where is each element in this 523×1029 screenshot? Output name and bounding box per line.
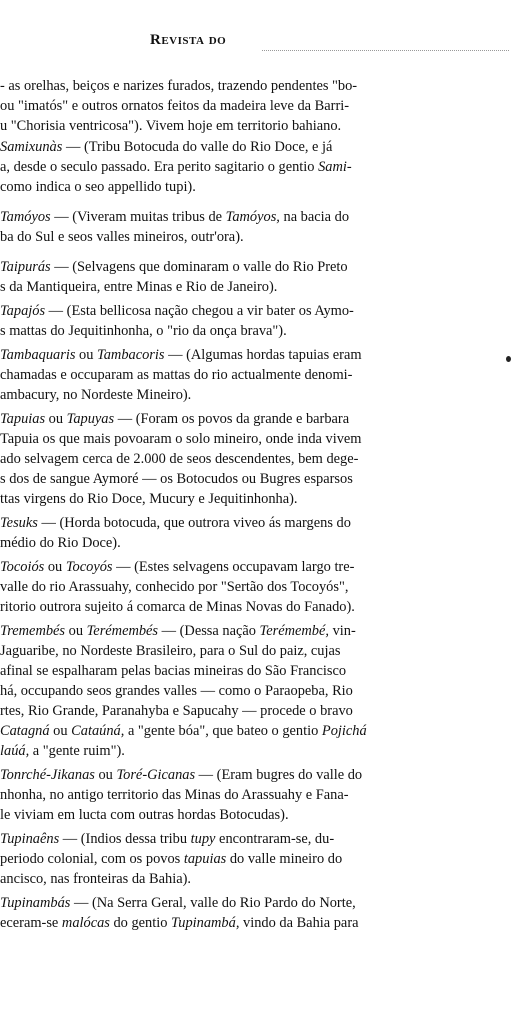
text-line (0, 117, 341, 136)
text-segment: ancisco, nas fronteiras da Bahia). (0, 871, 191, 887)
text-line (0, 410, 349, 429)
text-line (0, 158, 352, 177)
italic-term: Terémembés (86, 623, 159, 639)
text-line (0, 138, 332, 157)
text-segment: — (Viveram muitas tribus de (50, 209, 226, 225)
italic-term: Pojichá (321, 723, 367, 739)
italic-term: Tamóyos (0, 209, 51, 225)
text-segment: vin- (328, 623, 356, 639)
text-line (0, 346, 362, 365)
text-line (0, 598, 355, 617)
text-segment: eceram-se (0, 915, 62, 931)
text-segment: ou (49, 723, 72, 739)
text-segment: ttas virgens do Rio Doce, Mucury e Jequitinhonha). (0, 491, 298, 507)
text-segment: — (Selvagens que dominaram o valle do Rio Preto (50, 259, 348, 275)
text-line (0, 208, 349, 227)
text-segment: chamadas e occuparam as mattas do rio actualmente denomi- (0, 367, 353, 383)
text-line (0, 830, 334, 849)
italic-term: Toré-Gicanas (116, 767, 196, 783)
text-segment: — (Esta bellicosa nação chegou a vir bater os Aymo- (45, 303, 354, 319)
text-line (0, 514, 351, 533)
text-line (0, 914, 359, 933)
text-line (0, 742, 125, 761)
text-line (0, 77, 357, 96)
text-line (0, 97, 349, 116)
text-segment: periodo colonial, com os povos (0, 851, 184, 867)
italic-term: laúá, (0, 743, 30, 759)
text-segment: ou "imatós" e outros ornatos feitos da madeira leve da Barri- (0, 98, 350, 114)
text-line (0, 786, 349, 805)
text-segment: há, occupando seos grandes valles — como o Paraopeba, Rio (0, 683, 353, 699)
text-line (0, 302, 354, 321)
italic-term: Tocoiós (0, 559, 45, 575)
text-line (0, 228, 244, 247)
text-segment: s mattas do Jequitinhonha, o "rio da onça brava"). (0, 323, 287, 339)
text-line (0, 702, 353, 721)
header-dotted-rule (262, 50, 509, 51)
text-segment: Jaguaribe, no Nordeste Brasileiro, para o Sul do paiz, cujas (0, 643, 341, 659)
text-segment: ado selvagem cerca de 2.000 de seos descendentes, bem dege- (0, 451, 359, 467)
text-segment: — (Dessa nação (158, 623, 260, 639)
text-line (0, 894, 356, 913)
text-segment: ou (75, 347, 98, 363)
text-line (0, 850, 342, 869)
italic-term: Samixunàs (0, 139, 63, 155)
text-segment: a "gente ruim"). (29, 743, 125, 759)
text-line (0, 366, 352, 385)
text-segment: nhonha, no antigo territorio das Minas do Arassuahy e Fana- (0, 787, 349, 803)
text-segment: u "Chorisia ventricosa"). Vivem hoje em territorio bahiano. (0, 118, 342, 134)
italic-term: Tapuyas (66, 411, 115, 427)
italic-term: Tambacoris (97, 347, 165, 363)
text-line (0, 682, 353, 701)
text-line (0, 490, 298, 509)
page-header (0, 32, 523, 56)
text-segment: — (Tribu Botocuda do valle do Rio Doce, e já (62, 139, 333, 155)
text-segment: do valle mineiro do (226, 851, 343, 867)
text-line (0, 806, 289, 825)
text-segment: — (Algumas hordas tapuias eram (164, 347, 362, 363)
text-segment: — (Foram os povos da grande e barbara (114, 411, 350, 427)
italic-term: tapuias (183, 851, 227, 867)
italic-term: Tesuks (0, 515, 38, 531)
italic-term: Tapajós (0, 303, 46, 319)
text-segment: rtes, Rio Grande, Paranahyba e Sapucahy — procede o bravo (0, 703, 353, 719)
italic-term: Tupinaêns (0, 831, 60, 847)
italic-term: Tremembés (0, 623, 66, 639)
italic-term: Sami- (318, 159, 352, 175)
italic-term: Tupinambás (0, 895, 71, 911)
text-segment: na bacia do (279, 209, 350, 225)
text-segment: — (Indios dessa tribu (59, 831, 191, 847)
italic-term: Cataúná, (71, 723, 125, 739)
text-line (0, 722, 367, 741)
text-line (0, 450, 358, 469)
text-segment: a "gente bóa", que bateo o gentio (124, 723, 322, 739)
italic-term: tupy (190, 831, 216, 847)
text-segment: como indica o seo appellido tupi). (0, 179, 196, 195)
italic-term: Tupinambá, (171, 915, 240, 931)
italic-term: Taipurás (0, 259, 51, 275)
text-line (0, 558, 354, 577)
text-segment: afinal se espalharam pelas bacias mineiras do São Francisco (0, 663, 347, 679)
text-line (0, 322, 287, 341)
text-line (0, 278, 277, 297)
text-segment: Tapuia os que mais povoaram o solo mineiro, onde inda vivem (0, 431, 362, 447)
italic-term: Tocoyós (65, 559, 113, 575)
text-segment: a, desde o seculo passado. Era perito sagitario o gentio (0, 159, 319, 175)
text-line (0, 578, 348, 597)
text-segment: — (Horda botocuda, que outrora viveo ás margens do (37, 515, 351, 531)
italic-term: Tonrché-Jikanas (0, 767, 95, 783)
text-segment: valle do rio Arassuahy, conhecido por "Sertão dos Tocoyós", (0, 579, 349, 595)
text-line (0, 258, 348, 277)
text-segment: encontraram-se, du- (215, 831, 335, 847)
text-line (0, 430, 361, 449)
italic-term: Tamóyos, (225, 209, 280, 225)
italic-term: Catagná (0, 723, 50, 739)
text-segment: vindo da Bahia para (239, 915, 359, 931)
text-segment: — (Estes selvagens occupavam largo tre- (112, 559, 355, 575)
text-line (0, 870, 191, 889)
text-segment: ambacury, no Nordeste Mineiro). (0, 387, 192, 403)
italic-term: Tapuias (0, 411, 46, 427)
text-line (0, 178, 196, 197)
text-line (0, 662, 346, 681)
text-line (0, 386, 191, 405)
text-segment: ou (65, 623, 87, 639)
text-line (0, 622, 356, 641)
running-title: Revista do (150, 32, 227, 48)
text-segment: do gentio (109, 915, 172, 931)
text-segment: ou (94, 767, 117, 783)
text-segment: ou (44, 559, 66, 575)
italic-term: malócas (61, 915, 110, 931)
text-segment: ritorio outrora sujeito á comarca de Minas Novas do Fanado). (0, 599, 355, 615)
text-segment: — (Na Serra Geral, valle do Rio Pardo do Norte, (70, 895, 356, 911)
text-segment: s da Mantiqueira, entre Minas e Rio de Janeiro). (0, 279, 278, 295)
text-line (0, 642, 340, 661)
italic-term: Terémembé, (259, 623, 329, 639)
text-segment: — (Eram bugres do valle do (195, 767, 363, 783)
text-segment: - as orelhas, beiços e narizes furados, trazendo pendentes "bo- (0, 78, 358, 94)
text-segment: ou (45, 411, 67, 427)
italic-term: Tambaquaris (0, 347, 76, 363)
text-segment: médio do Rio Doce). (0, 535, 121, 551)
margin-mark (506, 356, 511, 362)
text-line (0, 470, 353, 489)
text-line (0, 766, 362, 785)
text-segment: s dos de sangue Aymoré — os Botocudos ou Bugres esparsos (0, 471, 353, 487)
text-segment: le viviam em lucta com outras hordas Botocudas). (0, 807, 289, 823)
text-segment: ba do Sul e seos valles mineiros, outr'ora). (0, 229, 244, 245)
text-line (0, 534, 121, 553)
